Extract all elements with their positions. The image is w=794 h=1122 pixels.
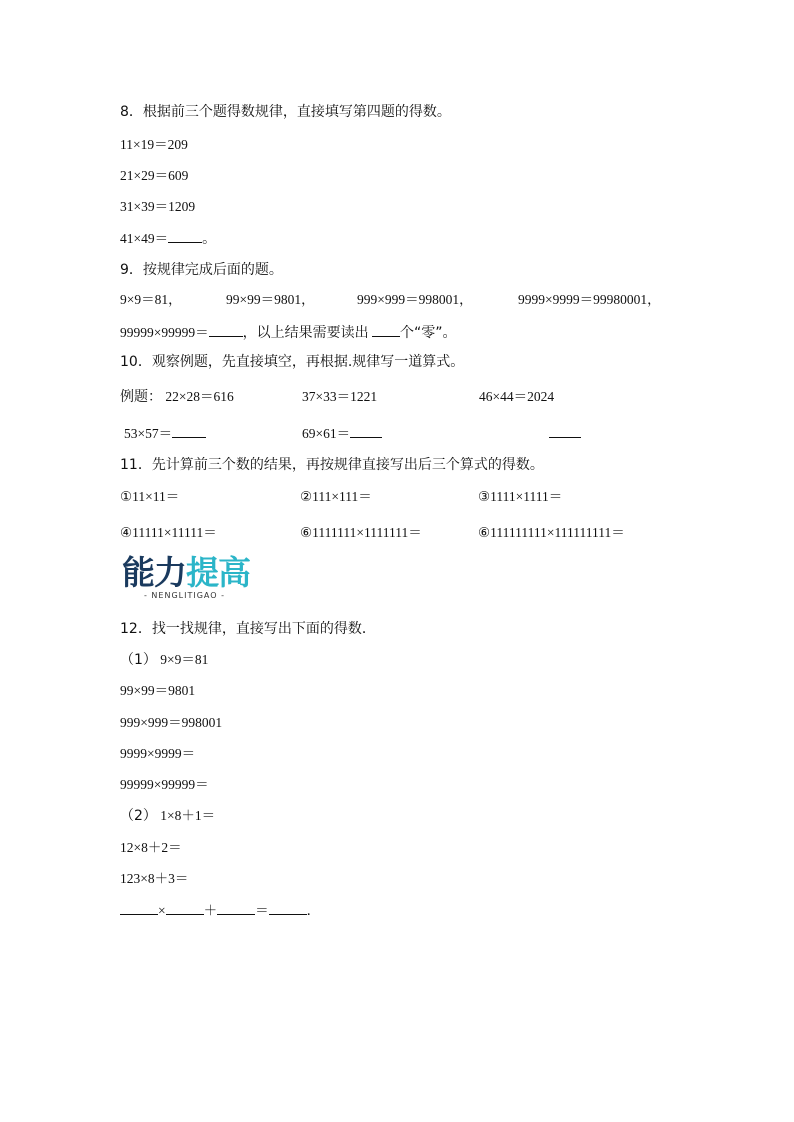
q9-expr-3: 999×999＝998001， bbox=[357, 292, 473, 307]
q12-p1-line-2: 99×99＝9801 bbox=[120, 683, 196, 698]
q12-op-period: ． bbox=[306, 903, 321, 918]
q9-expr-2: 99×99＝9801， bbox=[226, 292, 315, 307]
q10-fill-2-row bbox=[302, 425, 382, 442]
q12-blank-4[interactable] bbox=[269, 902, 307, 915]
q9-end-text: 个“零”。 bbox=[400, 325, 457, 341]
q8-line-3: 31×39＝1209 bbox=[120, 199, 196, 214]
q11-item-6: ⑥111111111×111111111＝ bbox=[478, 525, 625, 540]
q12-op-equals: ＝ bbox=[255, 903, 269, 918]
q8-line-4 bbox=[120, 230, 216, 247]
q10-fill-2: 69×61＝ bbox=[302, 426, 351, 441]
logo-part-2: 提高 bbox=[186, 553, 250, 592]
q11-item-1: ①11×11＝ bbox=[120, 489, 180, 504]
q8-question: 41×49＝ bbox=[120, 231, 169, 246]
q10-title: 10．观察例题，先直接填空，再根据.规律写一道算式。 bbox=[120, 354, 465, 370]
q12-p2-row-1 bbox=[120, 808, 215, 824]
q12-p1-line-3: 999×999＝998001 bbox=[120, 715, 223, 730]
q11-item-2: ②111×111＝ bbox=[300, 489, 372, 504]
q9-last-expr: 99999×99999＝ bbox=[120, 325, 209, 340]
q12-p2-pattern-row bbox=[120, 902, 320, 919]
q8-line-1: 11×19＝209 bbox=[120, 137, 188, 152]
q10-own-equation-blank[interactable] bbox=[549, 425, 581, 438]
q10-example-label: 例题： bbox=[120, 389, 162, 405]
section-logo bbox=[122, 555, 272, 605]
q11-title: 11．先计算前三个数的结果，再按规律直接写出后三个算式的得数。 bbox=[120, 457, 544, 473]
q9-title: 9．按规律完成后面的题。 bbox=[120, 262, 283, 278]
q12-p2-line-3: 123×8＋3＝ bbox=[120, 871, 189, 886]
q11-item-4: ④11111×11111＝ bbox=[120, 525, 217, 540]
q12-p1-line-4: 9999×9999＝ bbox=[120, 746, 196, 761]
q10-example-2: 37×33＝1221 bbox=[302, 389, 378, 404]
q8-end: 。 bbox=[202, 231, 217, 247]
q8-answer-blank[interactable] bbox=[168, 230, 202, 243]
q9-expr-4: 9999×9999＝99980001， bbox=[518, 292, 661, 307]
q9-line-2 bbox=[120, 324, 457, 341]
q12-blank-3[interactable] bbox=[217, 902, 255, 915]
q12-p1-row-1 bbox=[120, 652, 208, 668]
q11-item-3: ③1111×1111＝ bbox=[478, 489, 563, 504]
q12-op-plus: ＋ bbox=[203, 903, 218, 918]
q10-own-blank-row bbox=[549, 425, 581, 442]
q9-expr-1: 9×9＝81， bbox=[120, 292, 182, 307]
q12-p1-line-1: 9×9＝81 bbox=[160, 652, 209, 667]
logo-subtitle: - NENGLITIGAO - bbox=[144, 591, 225, 600]
q10-example-1: 22×28＝616 bbox=[165, 389, 234, 404]
q9-answer-blank[interactable] bbox=[209, 324, 243, 337]
q12-blank-2[interactable] bbox=[166, 902, 204, 915]
q12-p1-label: （1） bbox=[120, 652, 157, 668]
q12-p2-line-2: 12×8＋2＝ bbox=[120, 840, 182, 855]
q10-example-3: 46×44＝2024 bbox=[479, 389, 555, 404]
q12-op-times: × bbox=[158, 903, 166, 918]
q10-fill-1-blank[interactable] bbox=[172, 425, 206, 438]
q10-fill-2-blank[interactable] bbox=[350, 425, 382, 438]
q12-title: 12．找一找规律，直接写出下面的得数． bbox=[120, 621, 376, 637]
q12-blank-1[interactable] bbox=[120, 902, 158, 915]
q12-p1-line-5: 99999×99999＝ bbox=[120, 777, 209, 792]
logo-part-1: 能力 bbox=[122, 553, 186, 592]
q9-mid-text: ，以上结果需要读出 bbox=[242, 325, 369, 341]
q11-item-5: ⑥1111111×1111111＝ bbox=[300, 525, 422, 540]
q8-title: 8．根据前三个题得数规律，直接填写第四题的得数。 bbox=[120, 104, 451, 120]
logo-title bbox=[122, 555, 272, 591]
q12-p2-line-1: 1×8＋1＝ bbox=[160, 808, 216, 823]
q10-fill-1-row bbox=[124, 425, 206, 442]
q9-zero-count-blank[interactable] bbox=[372, 324, 400, 337]
q10-example-row bbox=[120, 389, 234, 405]
q8-line-2: 21×29＝609 bbox=[120, 168, 189, 183]
q12-p2-label: （2） bbox=[120, 808, 157, 824]
q10-fill-1: 53×57＝ bbox=[124, 426, 173, 441]
